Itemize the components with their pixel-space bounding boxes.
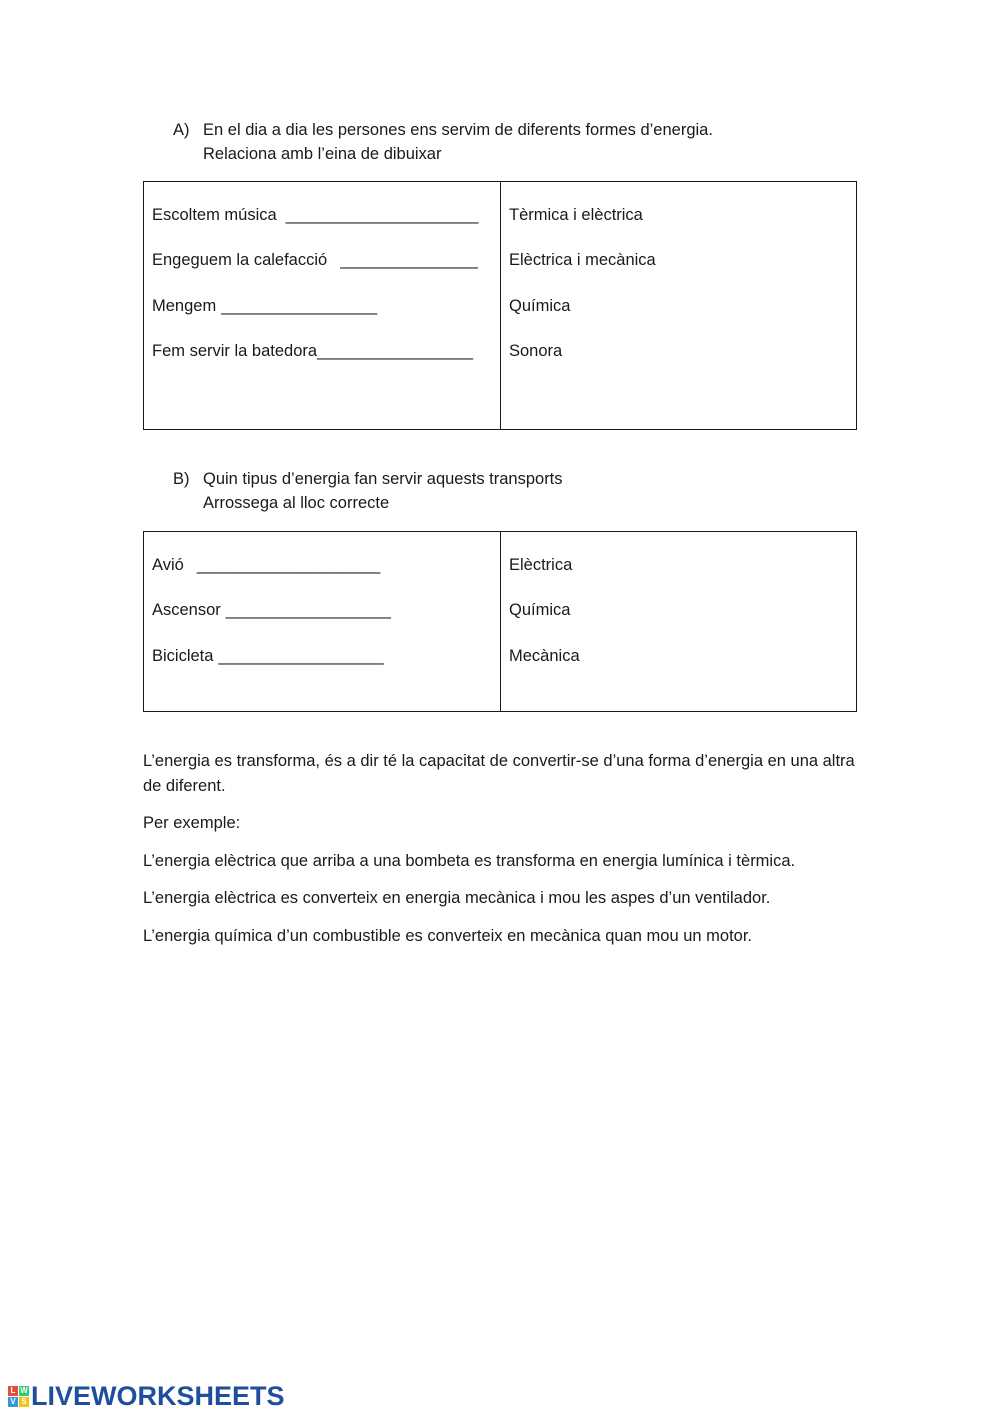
paragraph-intro: L’energia es transforma, és a dir té la capacitat de convertir-se d’una forma d’energia en una altra de diferent. bbox=[143, 752, 855, 795]
item-label: Escoltem música bbox=[152, 206, 277, 224]
list-item bbox=[152, 599, 492, 644]
answer-blank[interactable]: _________________ bbox=[221, 296, 378, 315]
item-label: Avió bbox=[152, 556, 184, 574]
logo-squares-icon bbox=[8, 1386, 29, 1407]
logo-letter: W bbox=[20, 1386, 28, 1395]
liveworksheets-logo bbox=[8, 1381, 285, 1412]
item-label: Fem servir la batedora bbox=[152, 341, 318, 360]
list-item bbox=[152, 204, 492, 249]
energy-option[interactable]: Tèrmica i elèctrica bbox=[509, 206, 643, 224]
paragraph-example-3: L’energia química d’un combustible es converteix en mecànica quan mou un motor. bbox=[143, 927, 753, 945]
logo-letter: L bbox=[8, 1386, 18, 1396]
brand-name: LIVEWORKSHEETS bbox=[31, 1381, 285, 1411]
item-label: Mengem bbox=[152, 296, 217, 315]
list-item bbox=[152, 340, 492, 385]
table-a-right-column bbox=[501, 182, 857, 430]
answer-blank[interactable]: _________________ bbox=[317, 341, 474, 360]
table-a-left-column bbox=[144, 182, 501, 430]
energy-option[interactable]: Mecànica bbox=[509, 646, 580, 665]
paragraph-example-label: Per exemple: bbox=[143, 814, 241, 832]
matching-table-b bbox=[143, 531, 857, 712]
list-item bbox=[152, 249, 492, 294]
logo-letter: S bbox=[19, 1397, 29, 1407]
table-b-right-column bbox=[501, 532, 857, 712]
question-b-heading bbox=[173, 467, 563, 515]
paragraph-example-1: L’energia elèctrica que arriba a una bombeta es transforma en energia lumínica i tèrmica. bbox=[143, 852, 796, 870]
matching-table-a bbox=[143, 181, 857, 430]
question-b-letter: B) bbox=[173, 470, 190, 488]
energy-option[interactable]: Química bbox=[509, 296, 571, 315]
energy-option[interactable]: Química bbox=[509, 601, 571, 620]
answer-blank[interactable]: __________________ bbox=[218, 646, 384, 665]
list-item bbox=[152, 295, 492, 340]
list-item bbox=[152, 554, 492, 599]
item-label: Ascensor bbox=[152, 601, 221, 620]
energy-option[interactable]: Elèctrica i mecànica bbox=[509, 251, 656, 270]
question-b-line2: Arrossega al lloc correcte bbox=[203, 494, 390, 512]
answer-blank[interactable]: __________________ bbox=[225, 601, 391, 620]
list-item bbox=[152, 645, 492, 690]
question-a-heading bbox=[173, 118, 713, 166]
item-label: Bicicleta bbox=[152, 646, 214, 665]
energy-option[interactable]: Elèctrica bbox=[509, 556, 573, 574]
question-a-line1: En el dia a dia les persones ens servim de diferents formes d’energia. bbox=[203, 121, 713, 139]
question-b-line1: Quin tipus d’energia fan servir aquests transports bbox=[203, 470, 563, 488]
table-b-left-column bbox=[144, 532, 501, 712]
energy-option[interactable]: Sonora bbox=[509, 341, 563, 360]
question-a-line2: Relaciona amb l’eina de dibuixar bbox=[203, 145, 442, 163]
answer-blank[interactable]: _______________ bbox=[340, 251, 478, 270]
logo-letter: V bbox=[8, 1397, 18, 1407]
answer-blank[interactable]: _____________________ bbox=[285, 206, 479, 224]
question-a-letter: A) bbox=[173, 121, 190, 139]
paragraph-example-2: L’energia elèctrica es converteix en energia mecànica i mou les aspes d’un ventilador. bbox=[143, 889, 771, 907]
item-label: Engeguem la calefacció bbox=[152, 251, 328, 270]
answer-blank[interactable]: ____________________ bbox=[196, 556, 381, 574]
